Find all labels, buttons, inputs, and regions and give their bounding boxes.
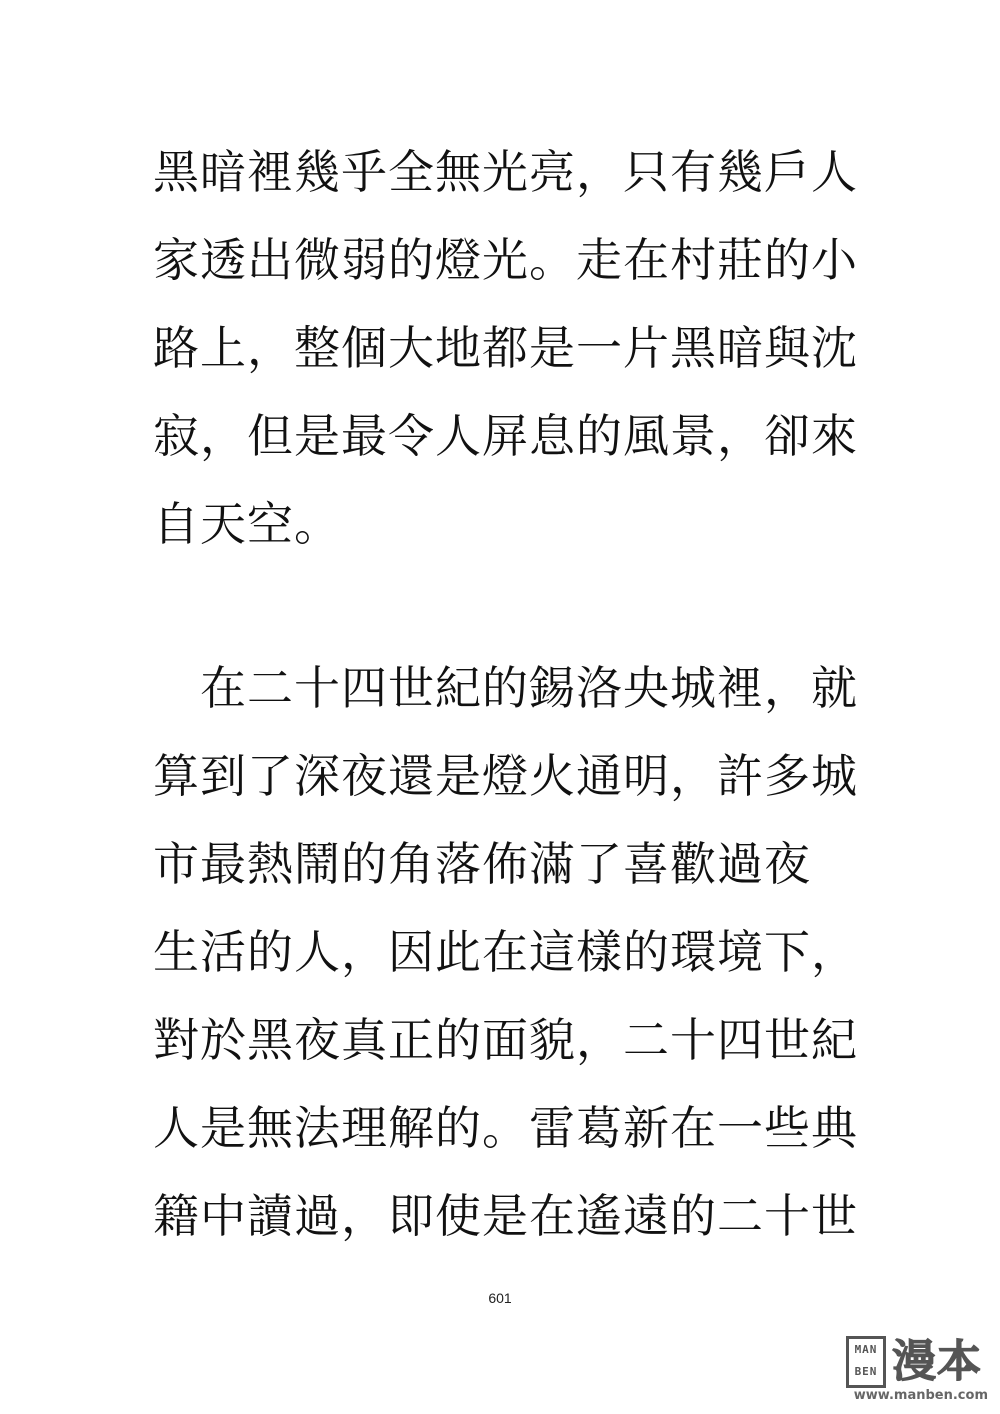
watermark-title: 漫本 bbox=[892, 1336, 982, 1387]
text-line: 家透出微弱的燈光。走在村莊的小 bbox=[153, 233, 858, 287]
text-line: 對於黑夜真正的面貌，二十四世紀 bbox=[153, 1013, 858, 1067]
text-line: 人是無法理解的。雷葛新在一些典 bbox=[153, 1101, 858, 1155]
watermark-logo-icon: MAN BEN bbox=[846, 1336, 886, 1388]
text-line: 在二十四世紀的錫洛央城裡，就 bbox=[153, 661, 858, 715]
text-line: 籍中讀過，即使是在遙遠的二十世 bbox=[153, 1189, 858, 1243]
page-number: 601 bbox=[488, 1290, 512, 1306]
text-line: 黑暗裡幾乎全無光亮，只有幾戶人 bbox=[153, 145, 858, 199]
text-line: 生活的人，因此在這樣的環境下， bbox=[153, 925, 858, 979]
watermark bbox=[846, 1336, 988, 1406]
text-line: 路上，整個大地都是一片黑暗與沈 bbox=[153, 321, 858, 375]
text-line: 自天空。 bbox=[153, 497, 341, 551]
text-line: 寂，但是最令人屏息的風景，卻來 bbox=[153, 409, 858, 463]
text-line: 算到了深夜還是燈火通明，許多城 bbox=[153, 749, 858, 803]
watermark-url: www.manben.com bbox=[853, 1388, 988, 1403]
text-line: 市最熱鬧的角落佈滿了喜歡過夜 bbox=[153, 837, 811, 891]
